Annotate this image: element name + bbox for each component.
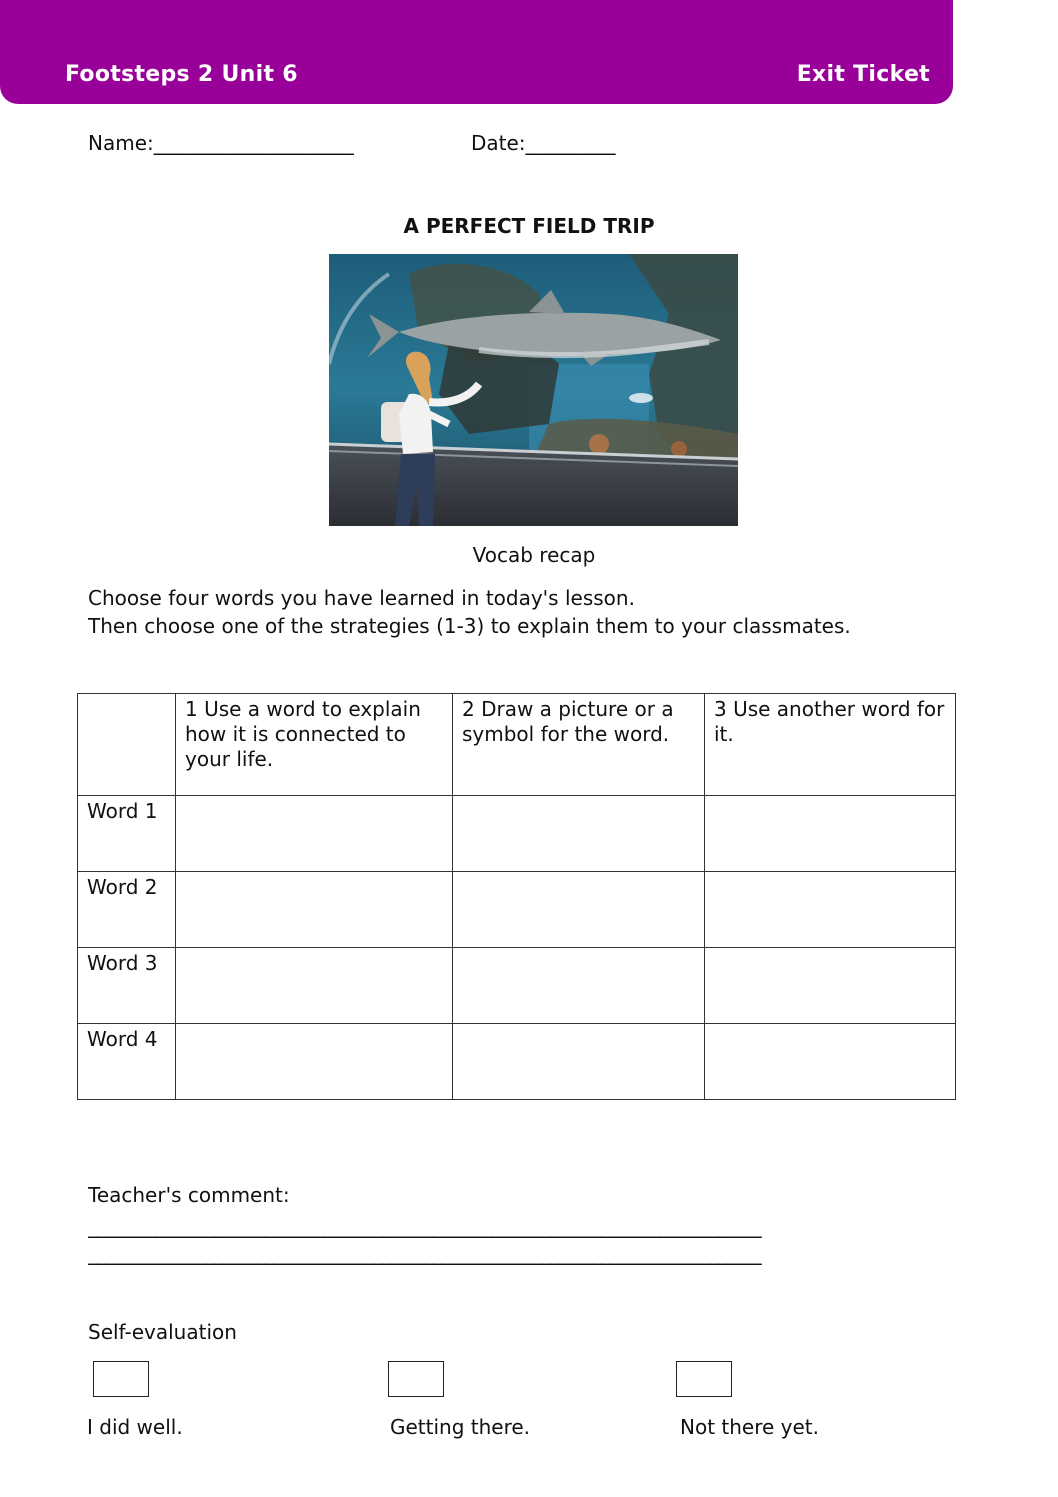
answer-cell[interactable]	[176, 1024, 453, 1100]
answer-cell[interactable]	[705, 872, 956, 948]
getting-there-label: Getting there.	[390, 1415, 531, 1439]
answer-cell[interactable]	[176, 948, 453, 1024]
table-row	[78, 948, 956, 1024]
not-there-yet-label: Not there yet.	[680, 1415, 820, 1439]
table-row	[78, 872, 956, 948]
header-banner	[0, 0, 953, 104]
row-label: Word 3	[78, 948, 176, 1024]
comment-line-2[interactable]: ________________________________________________________________________________	[88, 1241, 761, 1265]
answer-cell[interactable]	[705, 1024, 956, 1100]
answer-cell[interactable]	[453, 948, 705, 1024]
self-evaluation-label: Self-evaluation	[88, 1320, 237, 1344]
answer-cell[interactable]	[176, 872, 453, 948]
header-strategy-2: 2 Draw a picture or a symbol for the word.	[453, 694, 705, 796]
date-field[interactable]: Date:_________	[471, 131, 616, 155]
instructions	[88, 584, 851, 640]
row-label: Word 4	[78, 1024, 176, 1100]
aquarium-photo	[329, 254, 738, 526]
unit-title: Footsteps 2 Unit 6	[65, 62, 298, 87]
header-strategy-1: 1 Use a word to explain how it is connected to your life.	[176, 694, 453, 796]
row-label: Word 1	[78, 796, 176, 872]
row-label: Word 2	[78, 872, 176, 948]
header-cell-empty	[78, 694, 176, 796]
answer-cell[interactable]	[705, 948, 956, 1024]
answer-cell[interactable]	[176, 796, 453, 872]
table-header-row	[78, 694, 956, 796]
instruction-line-2: Then choose one of the strategies (1-3) to explain them to your classmates.	[88, 614, 851, 638]
vocab-table	[77, 693, 956, 1100]
answer-cell[interactable]	[453, 796, 705, 872]
did-well-label: I did well.	[87, 1415, 183, 1439]
teacher-comment-label: Teacher's comment:	[88, 1183, 290, 1207]
getting-there-checkbox[interactable]	[388, 1361, 444, 1397]
exit-ticket-label: Exit Ticket	[796, 62, 930, 87]
instruction-line-1: Choose four words you have learned in today's lesson.	[88, 586, 635, 610]
vocab-recap-caption: Vocab recap	[472, 543, 596, 567]
table-row	[78, 796, 956, 872]
comment-line-1[interactable]: ________________________________________________________________________________	[88, 1214, 761, 1238]
answer-cell[interactable]	[705, 796, 956, 872]
name-field[interactable]: Name:____________________	[88, 131, 354, 155]
answer-cell[interactable]	[453, 872, 705, 948]
did-well-checkbox[interactable]	[93, 1361, 149, 1397]
worksheet-title: A PERFECT FIELD TRIP	[403, 214, 655, 238]
answer-cell[interactable]	[453, 1024, 705, 1100]
table-row	[78, 1024, 956, 1100]
not-there-yet-checkbox[interactable]	[676, 1361, 732, 1397]
header-strategy-3: 3 Use another word for it.	[705, 694, 956, 796]
